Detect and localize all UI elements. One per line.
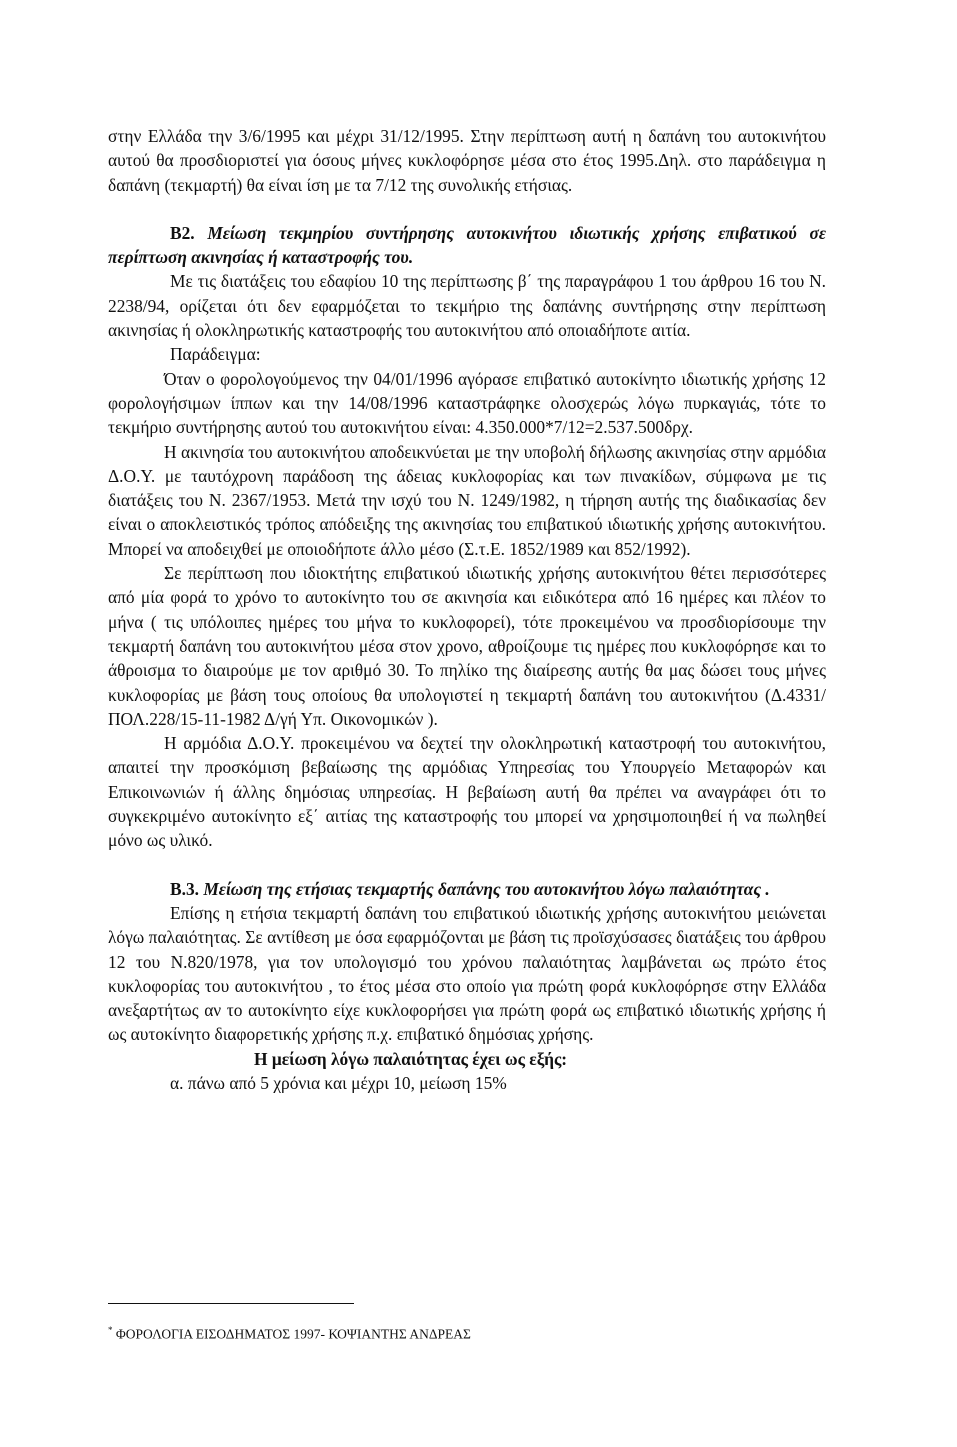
- heading-b3-title: Μείωση της ετήσιας τεκμαρτής δαπάνης του αυτοκινήτου λόγω παλαιότητας .: [199, 878, 770, 899]
- footnote-mark: *: [108, 1325, 113, 1335]
- paragraph-destruction: Η αρμόδια Δ.Ο.Υ. προκειμένου να δεχτεί την ολοκληρωτική καταστροφή του αυτοκινήτου, απαιτεί την προσκόμιση βεβαίωσης της αρμόδιας Υπηρεσίας του Υπουργείο Μεταφορών και Επικοινωνιών ή άλλης δημόσιας υπηρεσίας. Η βεβαίωση αυτή θα πρέπει να αναγράφει ότι το συγκεκριμένο αυτοκίνητο εξ΄ αιτίας της καταστροφής του μπορεί να χρησιμοποιηθεί ή να πωληθεί μόνο ως υλικό.: [108, 733, 826, 851]
- paragraph-inactivity-proof: Η ακινησία του αυτοκινήτου αποδεικνύεται με την υποβολή δήλωσης ακινησίας στην αρμόδια Δ.Ο.Υ. με ταυτόχρονη παράδοση της άδειας κυκλοφορίας και των πινακίδων, σύμφωνα με τις διατάξεις του Ν. 2367/1953. Μετά την ισχύ του Ν. 1249/1982, η τήρηση αυτής της διαδικασίας δεν είναι ο αποκλειστικός τρόπος απόδειξης της ακινησίας του επιβατικού ιδιωτικής χρήσης αυτοκινήτου. Μπορεί να αποδειχθεί με οποιοδήποτε άλλο μέσο (Σ.τ.Ε. 1852/1989 και 852/1992).: [108, 441, 826, 559]
- heading-b2-number: Β2.: [170, 222, 195, 243]
- reduction-item-a: α. πάνω από 5 χρόνια και μέχρι 10, μείωση 15%: [170, 1072, 507, 1093]
- footnote-text: ΦΟΡΟΛΟΓΙΑ ΕΙΣΟΔΗΜΑΤΟΣ 1997- ΚΟΨΙΑΝΤΗΣ ΑΝΔΡΕΑΣ: [115, 1326, 471, 1342]
- footnote: [108, 1322, 471, 1343]
- paragraph-example: Όταν ο φορολογούμενος την 04/01/1996 αγόρασε επιβατικό αυτοκίνητο ιδιωτικής χρήσης 12 φορολογήσιμων ίππων και την 14/08/1996 καταστράφηκε ολοσχερώς λόγω πυρκαγιάς, τότε το τεκμήριο συντήρησης αυτού του αυτοκινήτου είναι: 4.350.000*7/12=2.537.500δρχ.: [108, 368, 826, 438]
- paragraph-intro: στην Ελλάδα την 3/6/1995 και μέχρι 31/12/1995. Στην περίπτωση αυτή η δαπάνη του αυτοκινήτου αυτού θα προσδιοριστεί για όσους μήνες κυκλοφόρησε μέσα στο έτος 1995.Δηλ. στο παράδειγμα η δαπάνη (τεκμαρτή) θα είναι ίση με τα 7/12 της συνολικής ετήσιας.: [108, 126, 826, 195]
- heading-b3-number: Β.3.: [170, 878, 199, 899]
- footnote-rule: [108, 1303, 354, 1304]
- heading-b2: [108, 221, 826, 270]
- example-label: Παράδειγμα:: [170, 344, 261, 365]
- age-reduction-subheading: Η μείωση λόγω παλαιότητας έχει ως εξής:: [254, 1048, 568, 1069]
- heading-b2-title: Μείωση τεκμηρίου συντήρησης αυτοκινήτου ιδιωτικής χρήσης επιβατικού σε περίπτωση ακινησίας ή καταστροφής του.: [108, 222, 826, 268]
- heading-b3: [108, 877, 826, 901]
- paragraph-b2-body: Με τις διατάξεις του εδαφίου 10 της περίπτωσης β΄ της παραγράφου 1 του άρθρου 16 του Ν. 2238/94, ορίζεται ότι δεν εφαρμόζεται το τεκμήριο της δαπάνης συντήρησης στην περίπτωση ακινησίας ή ολοκληρωτικής καταστροφής του αυτοκινήτου από οποιαδήποτε αιτία.: [108, 271, 826, 341]
- paragraph-age-reduction: Επίσης η ετήσια τεκμαρτή δαπάνη του επιβατικού ιδιωτικής χρήσης αυτοκινήτου μειώνεται λόγω παλαιότητας. Σε αντίθεση με όσα εφαρμόζονται με βάση τις προϊσχύσασες διατάξεις του άρθρου 12 του Ν.820/1978, για τον υπολογισμό του χρόνου παλαιότητας λαμβάνεται ως πρώτο έτος κυκλοφορίας του αυτοκινήτου , το έτος μέσα στο οποίο για πρώτη φορά κυκλοφόρησε στην Ελλάδα ανεξαρτήτως αν το αυτοκίνητο είχε κυκλοφορήσει για πρώτη φορά ως επιβατικό ιδιωτικής χρήσης ή ως αυτοκίνητο διαφορετικής χρήσης π.χ. επιβατικό δημόσιας χρήσης.: [108, 902, 826, 1045]
- paragraph-inactivity-months: Σε περίπτωση που ιδιοκτήτης επιβατικού ιδιωτικής χρήσης αυτοκινήτου θέτει περισσότερες από μία φορά το χρόνο το αυτοκίνητο του σε ακινησία και ειδικότερα από 16 ημέρες και πλέον το μήνα ( τις υπόλοιπες ημέρες του μήνα το κυκλοφορεί), τότε προκειμένου να προσδιορίσουμε την τεκμαρτή δαπάνη του αυτοκινήτου μέσα στον χρονο, αθροίζουμε τις ημέρες που κυκλοφόρησε και το άθροισμα το διαιρούμε με τον αριθμό 30. Το πηλίκο της διαίρεσης αυτής θα μας δώσει τους μήνες κυκλοφορίας με βάση τους οποίους θα υπολογιστεί η τεκμαρτή δαπάνη του αυτοκινήτου (Δ.4331/ΠΟΛ.228/15-11-1982 Δ/γή Υπ. Οικονομικών ).: [108, 563, 826, 729]
- body-text: [108, 124, 826, 1095]
